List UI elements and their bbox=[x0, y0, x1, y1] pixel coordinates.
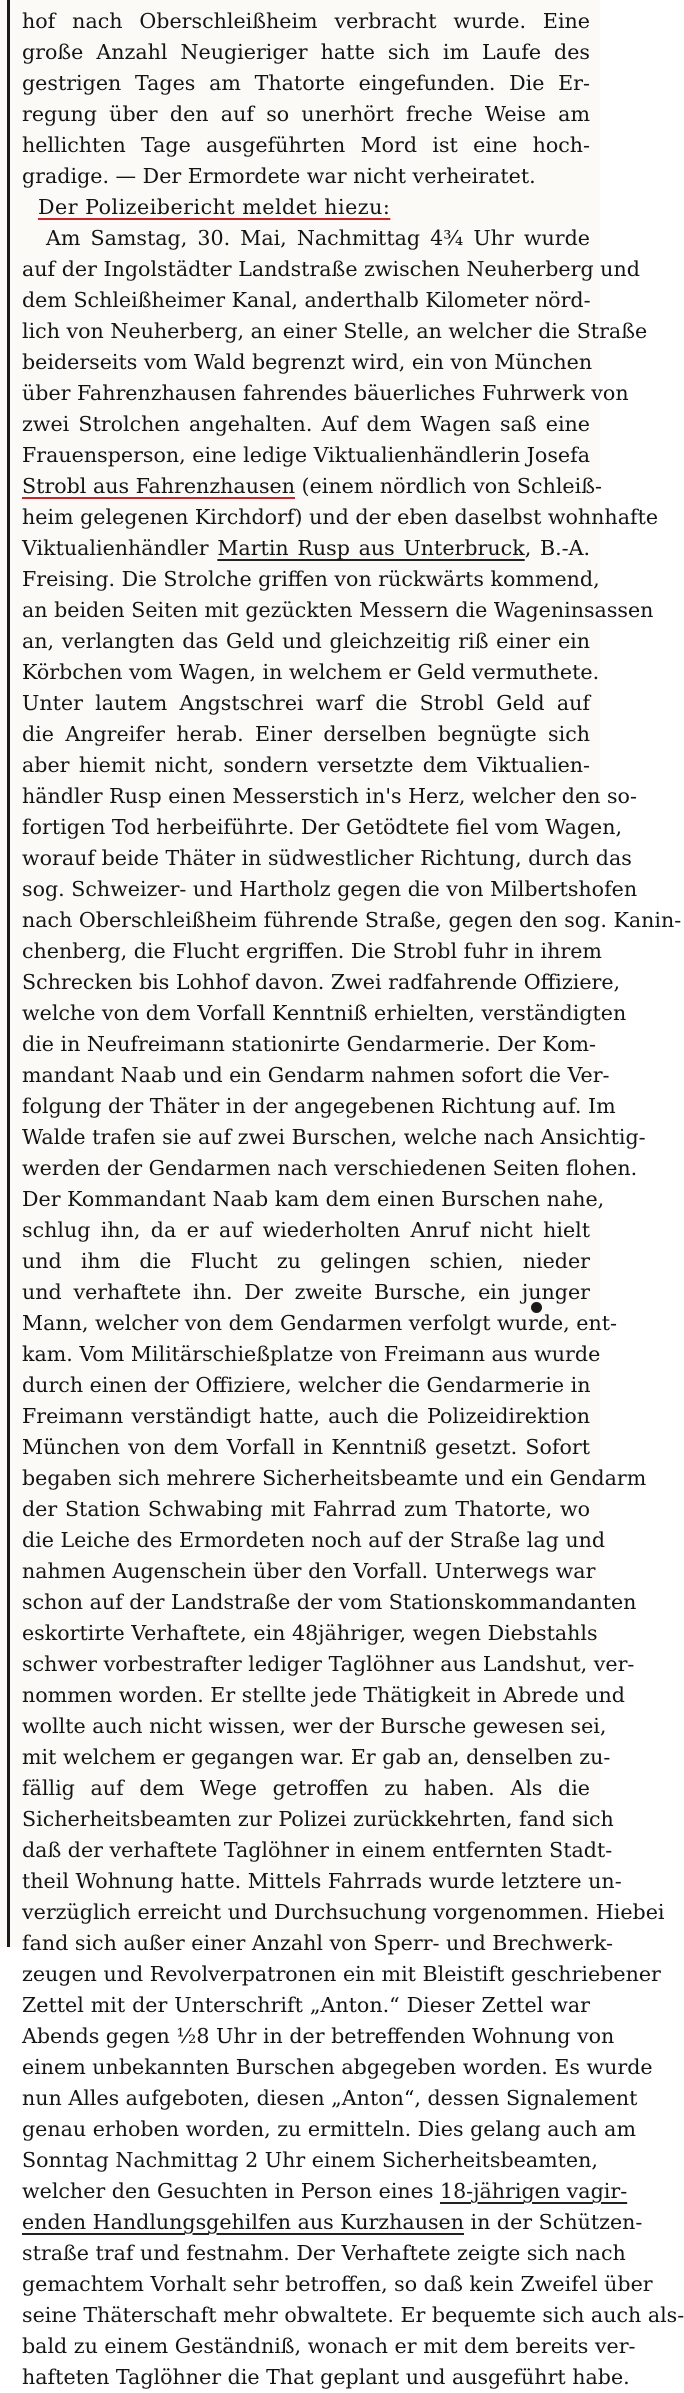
article-line: an, verlangten das Geld und gleichzeitig riß einer ein bbox=[22, 629, 590, 653]
article-line-18 bbox=[22, 2176, 628, 2207]
article-line: hellichten Tage ausgeführten Mord ist eine hoch- bbox=[22, 133, 590, 157]
article-line: hof nach Oberschleißheim verbracht wurde. Eine bbox=[22, 9, 590, 33]
article-column bbox=[22, 6, 684, 2393]
article-line-text: welcher den Gesuchten in Person eines bbox=[22, 2179, 440, 2203]
article-line: auf der Ingolstädter Landstraße zwischen Neuherberg und bbox=[22, 257, 640, 281]
report-paragraph-c bbox=[22, 2238, 684, 2393]
article-line: Am Samstag, 30. Mai, Nachmittag 4¾ Uhr wurde bbox=[46, 226, 590, 250]
article-line: fand sich außer einer Anzahl von Sperr- und Brechwerk- bbox=[22, 1931, 614, 1955]
article-line: Körbchen vom Wagen, in welchem er Geld vermuthete. bbox=[22, 660, 600, 684]
article-line: sog. Schweizer- und Hartholz gegen die von Milbertshofen bbox=[22, 877, 638, 901]
article-line: mit welchem er gegangen war. Er gab an, denselben zu- bbox=[22, 1745, 611, 1769]
article-line: genau erhoben worden, zu ermitteln. Dies gelang auch am bbox=[22, 2117, 636, 2141]
underlined-name-strobl: Strobl aus Fahrenzhausen bbox=[22, 474, 295, 498]
article-line: Zettel mit der Unterschrift „Anton.“ Dieser Zettel war bbox=[22, 1993, 590, 2017]
article-line: kam. Vom Militärschießplatze von Freimann aus wurde bbox=[22, 1342, 601, 1366]
article-line: große Anzahl Neugieriger hatte sich im Laufe des bbox=[22, 40, 590, 64]
article-line: nun Alles aufgeboten, diesen „Anton“, dessen Signalement bbox=[22, 2086, 638, 2110]
article-line: händler Rusp einen Messerstich in's Herz, welcher den so- bbox=[22, 784, 637, 808]
article-line: Der Kommandant Naab kam dem einen Burschen nahe, bbox=[22, 1187, 605, 1211]
article-line: Walde trafen sie auf zwei Burschen, welche nach Ansichtig- bbox=[22, 1125, 646, 1149]
article-line: an beiden Seiten mit gezückten Messern die Wageninsassen bbox=[22, 598, 654, 622]
article-line: daß der verhaftete Taglöhner in einem entfernten Stadt- bbox=[22, 1838, 613, 1862]
article-line: lich von Neuherberg, an einer Stelle, an welcher die Straße bbox=[22, 319, 648, 343]
article-line: die in Neufreimann stationirte Gendarmerie. Der Kom- bbox=[22, 1032, 597, 1056]
article-line: durch einen der Offiziere, welcher die Gendarmerie in bbox=[22, 1373, 591, 1397]
article-line: und verhaftete ihn. Der zweite Bursche, ein junger bbox=[22, 1280, 590, 1304]
intro-paragraph bbox=[22, 6, 590, 192]
article-line: beiderseits vom Wald begrenzt wird, ein von München bbox=[22, 350, 593, 374]
article-line: München von dem Vorfall in Kenntniß gesetzt. Sofort bbox=[22, 1435, 590, 1459]
article-line: dem Schleißheimer Kanal, anderthalb Kilometer nörd- bbox=[22, 288, 591, 312]
article-line: mandant Naab und ein Gendarm nahmen sofort die Ver- bbox=[22, 1063, 610, 1087]
article-line: regung über den auf so unerhört freche Weise am bbox=[22, 102, 590, 126]
article-line: und ihm die Flucht zu gelingen schien, nieder bbox=[22, 1249, 590, 1273]
article-line: nommen worden. Er stellte jede Thätigkeit in Abrede und bbox=[22, 1683, 625, 1707]
article-line: werden der Gendarmen nach verschiedenen Seiten flohen. bbox=[22, 1156, 638, 1180]
article-line: Freising. Die Strolche griffen von rückwärts kommend, bbox=[22, 567, 600, 591]
column-rule bbox=[7, 0, 10, 1947]
article-line: worauf beide Thäter in südwestlicher Richtung, durch das bbox=[22, 846, 632, 870]
article-line: einem unbekannten Burschen abgegeben worden. Es wurde bbox=[22, 2055, 653, 2079]
underlined-age-suspect: 18-jährigen vagir- bbox=[439, 2179, 628, 2203]
underlined-origin-suspect: enden Handlungsgehilfen aus Kurzhausen bbox=[22, 2210, 464, 2234]
article-line: nach Oberschleißheim führende Straße, gegen den sog. Kanin- bbox=[22, 908, 682, 932]
article-line: Freimann verständigt hatte, auch die Polizeidirektion bbox=[22, 1404, 590, 1428]
article-line: schwer vorbestrafter lediger Taglöhner aus Landshut, ver- bbox=[22, 1652, 635, 1676]
article-line: wollte auch nicht wissen, wer der Bursche gewesen sei, bbox=[22, 1714, 607, 1738]
article-line: zeugen und Revolverpatronen ein mit Bleistift geschriebener bbox=[22, 1962, 661, 1986]
article-line: aber hiemit nicht, sondern versetzte dem Viktualien- bbox=[22, 753, 590, 777]
article-line: eskortirte Verhaftete, ein 48jähriger, wegen Diebstahls bbox=[22, 1621, 598, 1645]
underlined-name-rusp: Martin Rusp aus Unterbruck bbox=[217, 536, 525, 560]
article-line: welche von dem Vorfall Kenntniß erhielten, verständigten bbox=[22, 1001, 627, 1025]
article-line: folgung der Thäter in der angegebenen Richtung auf. Im bbox=[22, 1094, 616, 1118]
article-line: nahmen Augenschein über den Vorfall. Unterwegs war bbox=[22, 1559, 596, 1583]
article-line-kurzhausen bbox=[22, 2207, 643, 2238]
article-line: die Angreifer herab. Einer derselben begnügte sich bbox=[22, 722, 590, 746]
article-line: Unter lautem Angstschrei warf die Strobl Geld auf bbox=[22, 691, 590, 715]
article-line: schlug ihn, da er auf wiederholten Anruf nicht hielt bbox=[22, 1218, 590, 1242]
article-line: straße traf und festnahm. Der Verhaftete zeigte sich nach bbox=[22, 2241, 626, 2265]
article-line-rusp bbox=[22, 533, 590, 564]
article-line: gestrigen Tages am Thatorte eingefunden. Die Er- bbox=[22, 71, 590, 95]
article-line: fällig auf dem Wege getroffen zu haben. Als die bbox=[22, 1776, 590, 1800]
article-line: begaben sich mehrere Sicherheitsbeamte und ein Gendarm bbox=[22, 1466, 647, 1490]
article-line: Schrecken bis Lohhof davon. Zwei radfahrende Offiziere, bbox=[22, 970, 621, 994]
article-line: der Station Schwabing mit Fahrrad zum Thatorte, wo bbox=[22, 1497, 590, 1521]
article-line: theil Wohnung hatte. Mittels Fahrrads wurde letztere un- bbox=[22, 1869, 622, 1893]
article-line: über Fahrenzhausen fahrendes bäuerliches Fuhrwerk von bbox=[22, 381, 629, 405]
article-line: verzüglich erreicht und Durchsuchung vorgenommen. Hiebei bbox=[22, 1900, 665, 1924]
article-line-text: in der Schützen- bbox=[463, 2210, 643, 2234]
article-line: heim gelegenen Kirchdorf) und der eben daselbst wohnhafte bbox=[22, 505, 659, 529]
article-line: gradige. — Der Ermordete war nicht verheiratet. bbox=[22, 164, 536, 188]
article-line: bald zu einem Geständniß, wonach er mit dem bereits ver- bbox=[22, 2334, 636, 2358]
article-line-text: Viktualienhändler bbox=[22, 536, 218, 560]
article-line: Abends gegen ½8 Uhr in der betreffenden Wohnung von bbox=[22, 2024, 615, 2048]
article-line: Frauensperson, eine ledige Viktualienhändlerin Josefa bbox=[22, 443, 590, 467]
article-line-text: , B.-A. bbox=[524, 536, 591, 560]
article-line: die Leiche des Ermordeten noch auf der Straße lag und bbox=[22, 1528, 606, 1552]
article-line-text: (einem nördlich von Schleiß- bbox=[295, 474, 602, 498]
report-heading: Der Polizeibericht meldet hiezu: bbox=[38, 195, 391, 219]
article-line: schon auf der Landstraße der vom Stationskommandanten bbox=[22, 1590, 637, 1614]
article-line: Sonntag Nachmittag 2 Uhr einem Sicherheitsbeamten, bbox=[22, 2148, 598, 2172]
article-line: chenberg, die Flucht ergriffen. Die Strobl fuhr in ihrem bbox=[22, 939, 602, 963]
report-paragraph-a bbox=[22, 223, 648, 471]
article-line: gemachtem Vorhalt sehr betroffen, so daß kein Zweifel über bbox=[22, 2272, 653, 2296]
article-line: Mann, welcher von dem Gendarmen verfolgt wurde, ent- bbox=[22, 1311, 617, 1335]
article-line: hafteten Taglöhner die That geplant und ausgeführt habe. bbox=[22, 2365, 630, 2389]
article-line: zwei Strolchen angehalten. Auf dem Wagen saß eine bbox=[22, 412, 590, 436]
article-line-strobl bbox=[22, 471, 602, 502]
article-line: Sicherheitsbeamten zur Polizei zurückkehrten, fand sich bbox=[22, 1807, 614, 1831]
article-line: fortigen Tod herbeiführte. Der Getödtete fiel vom Wagen, bbox=[22, 815, 623, 839]
report-heading-line bbox=[22, 192, 590, 223]
report-paragraph-b bbox=[22, 564, 682, 2176]
article-line: seine Thäterschaft mehr obwaltete. Er bequemte sich auch als- bbox=[22, 2303, 684, 2327]
